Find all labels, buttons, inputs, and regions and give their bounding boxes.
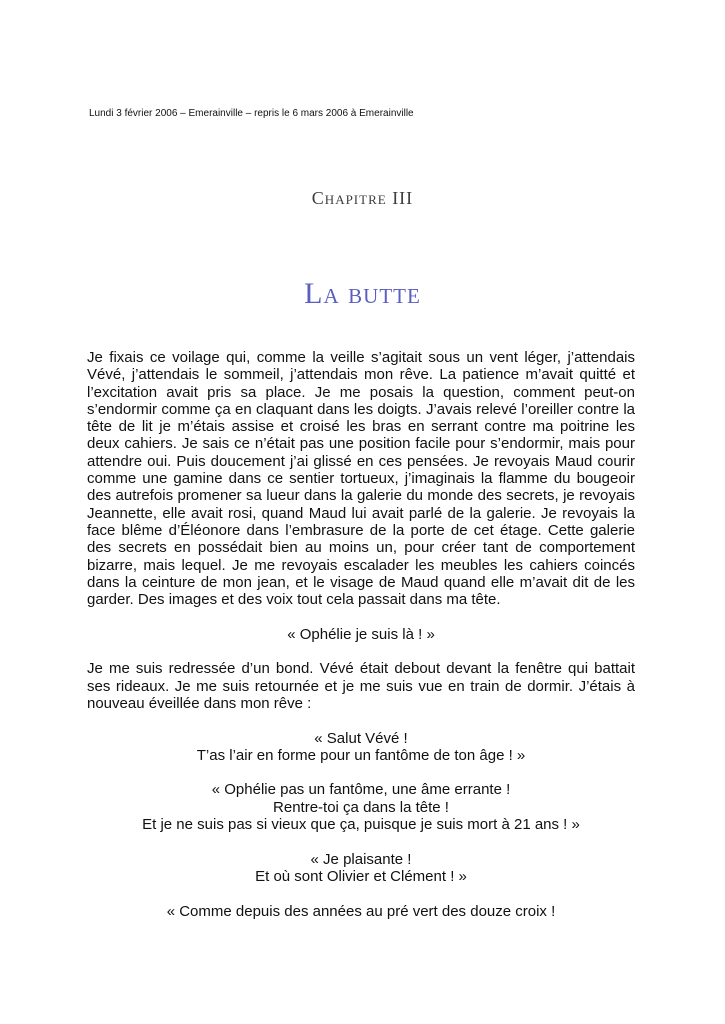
- chapter-title: La butte: [304, 277, 421, 310]
- dialogue-4-line-2: Et où sont Olivier et Clément ! »: [255, 867, 467, 885]
- dialogue-2-line-2: T’as l’air en forme pour un fantôme de ton âge ! »: [196, 746, 526, 764]
- dialogue-1: « Ophélie je suis là ! »: [287, 625, 435, 643]
- paragraph-2: Je me suis redressée d’un bond. Vévé était debout devant la fenêtre qui battait ses rideaux. Je me suis retournée et je me suis vue en train de dormir. J’étais à nouveau éveillée dans mon rêve :: [87, 660, 635, 712]
- header-date-line: Lundi 3 février 2006 – Emerainville – repris le 6 mars 2006 à Emerainville: [89, 108, 414, 119]
- dialogue-3-line-3: Et je ne suis pas si vieux que ça, puisque je suis mort à 21 ans ! »: [142, 816, 580, 834]
- chapter-body: [87, 349, 635, 920]
- paragraph-1: Je fixais ce voilage qui, comme la veille s’agitait sous un vent léger, j’attendais Vévé, j’attendais le sommeil, j’attendais mon rêve. La patience m’avait quitté et l’excitation avait pris sa place. Je me posais la question, comment peut-on s’endormir comme ça en claquant dans les doigts. J’avais relevé l’oreiller contre la tête de lit je m’étais assise et croisé les bras en serrant contre ma poitrine les deux cahiers. Je sais ce n’était pas une position facile pour s’endormir, mais pour attendre oui. Puis doucement j’ai glissé en ces pensées. Je revoyais Maud courir comme une gamine dans ce sentier tortueux, j’imaginais la flamme du bougeoir des autrefois promener sa lueur dans la galerie du monde des secrets, je revoyais Jeannette, elle avait rosi, quand Maud lui avait parlé de la galerie. Je revoyais la face blême d’Éléonore dans l’embrasure de la porte de cet étage. Cette galerie des secrets en possédait bien au moins un, pour créer tant de comportement bizarre, mais lequel. Je me revoyais escalader les meubles les cahiers coincés dans la ceinture de mon jean, et le visage de Maud quand elle m’avait dit de les garder. Des images et des voix tout cela passait dans ma tête.: [87, 349, 635, 609]
- dialogue-2-line-1: « Salut Vévé !: [314, 729, 408, 747]
- chapter-number: Chapitre III: [311, 188, 414, 208]
- dialogue-3-line-1: « Ophélie pas un fantôme, une âme errante !: [211, 781, 511, 799]
- dialogue-4-line-1: « Je plaisante !: [310, 850, 412, 868]
- dialogue-3-line-2: Rentre-toi ça dans la tête !: [273, 798, 449, 816]
- dialogue-5: « Comme depuis des années au pré vert des douze croix !: [166, 902, 556, 920]
